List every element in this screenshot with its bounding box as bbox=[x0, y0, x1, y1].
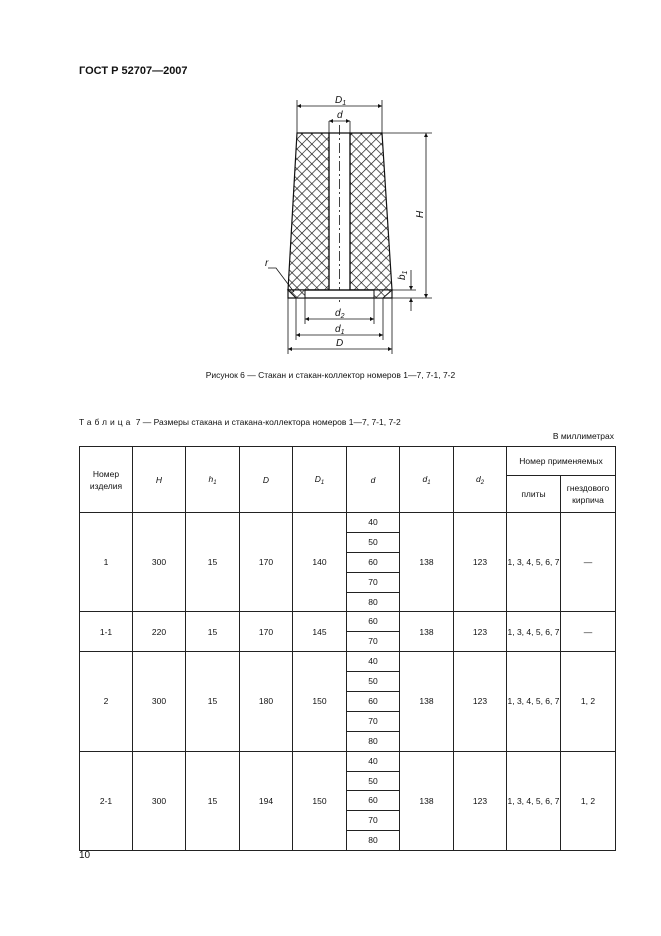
label-d: d bbox=[337, 110, 343, 121]
table-caption-text: 7 — Размеры стакана и стакана-коллектора номеров 1—7, 7-1, 7-2 bbox=[133, 417, 401, 427]
cell-d2: 123 bbox=[454, 652, 507, 751]
table-row bbox=[80, 751, 616, 850]
cell-item: 1 bbox=[80, 513, 133, 612]
header-d: d bbox=[347, 447, 400, 513]
table-row bbox=[80, 612, 616, 652]
d-value: 40 bbox=[347, 513, 399, 533]
label-d1: $d_1$ bbox=[335, 324, 345, 336]
d-value: 50 bbox=[347, 533, 399, 553]
table-row bbox=[80, 652, 616, 751]
cell-H: 300 bbox=[133, 652, 186, 751]
d-value: 80 bbox=[368, 596, 378, 607]
label-D: D bbox=[336, 338, 344, 349]
cell-D: 170 bbox=[240, 612, 293, 652]
dimensions-table bbox=[79, 446, 616, 851]
header-h1: $h_1$ bbox=[186, 447, 240, 513]
d-value: 40 bbox=[347, 652, 399, 672]
d-value: 50 bbox=[347, 772, 399, 792]
cell-D1: 150 bbox=[293, 652, 347, 751]
header-applied: Номер применяемых bbox=[507, 447, 616, 476]
cell-H: 300 bbox=[133, 751, 186, 850]
table-row bbox=[80, 513, 616, 612]
cell-d bbox=[347, 612, 400, 652]
d-value: 80 bbox=[368, 735, 378, 746]
d-value: 70 bbox=[347, 712, 399, 732]
d-value: 70 bbox=[347, 573, 399, 593]
header-H: H bbox=[133, 447, 186, 513]
cell-plates: 1, 3, 4, 5, 6, 7 bbox=[507, 612, 561, 652]
label-H: H bbox=[415, 210, 426, 218]
cell-brick: — bbox=[561, 513, 616, 612]
table-caption bbox=[79, 417, 401, 427]
cell-d2: 123 bbox=[454, 751, 507, 850]
cell-D: 180 bbox=[240, 652, 293, 751]
cell-item: 1-1 bbox=[80, 612, 133, 652]
cell-h1: 15 bbox=[186, 612, 240, 652]
header-d1: $d_1$ bbox=[400, 447, 454, 513]
d-value: 80 bbox=[368, 835, 378, 846]
cell-brick: 1, 2 bbox=[561, 652, 616, 751]
d-value: 60 bbox=[347, 612, 399, 632]
header-D1: $D_1$ bbox=[293, 447, 347, 513]
d-value: 60 bbox=[347, 791, 399, 811]
cell-brick: — bbox=[561, 612, 616, 652]
cell-D: 194 bbox=[240, 751, 293, 850]
cell-d bbox=[347, 513, 400, 612]
cell-d1: 138 bbox=[400, 612, 454, 652]
cell-H: 220 bbox=[133, 612, 186, 652]
cell-h1: 15 bbox=[186, 751, 240, 850]
d-value: 70 bbox=[347, 811, 399, 831]
document-header: ГОСТ Р 52707—2007 bbox=[79, 65, 188, 77]
d-value: 40 bbox=[347, 752, 399, 772]
cell-plates: 1, 3, 4, 5, 6, 7 bbox=[507, 513, 561, 612]
cell-D1: 145 bbox=[293, 612, 347, 652]
cell-d1: 138 bbox=[400, 652, 454, 751]
table-caption-prefix: Таблица bbox=[79, 417, 134, 427]
cell-item: 2 bbox=[80, 652, 133, 751]
cell-h1: 15 bbox=[186, 513, 240, 612]
figure-drawing bbox=[0, 0, 661, 365]
d-value: 60 bbox=[347, 553, 399, 573]
cell-H: 300 bbox=[133, 513, 186, 612]
label-r: r bbox=[265, 258, 269, 269]
header-brick: гнездового кирпича bbox=[561, 476, 616, 513]
glass-body bbox=[288, 125, 392, 305]
cell-item: 2-1 bbox=[80, 751, 133, 850]
d-value: 60 bbox=[347, 692, 399, 712]
header-D: D bbox=[240, 447, 293, 513]
cell-h1: 15 bbox=[186, 652, 240, 751]
cell-d1: 138 bbox=[400, 751, 454, 850]
units-note: В миллиметрах bbox=[552, 431, 614, 441]
cell-D1: 150 bbox=[293, 751, 347, 850]
cell-d2: 123 bbox=[454, 612, 507, 652]
header-d2: $d_2$ bbox=[454, 447, 507, 513]
d-value: 50 bbox=[347, 672, 399, 692]
cell-D1: 140 bbox=[293, 513, 347, 612]
label-D1: $D_1$ bbox=[335, 95, 347, 107]
header-plates: плиты bbox=[507, 476, 561, 513]
cell-plates: 1, 3, 4, 5, 6, 7 bbox=[507, 751, 561, 850]
cell-d1: 138 bbox=[400, 513, 454, 612]
cell-d2: 123 bbox=[454, 513, 507, 612]
label-b1: $b_1$ bbox=[397, 270, 409, 280]
cell-brick: 1, 2 bbox=[561, 751, 616, 850]
page-number: 10 bbox=[79, 850, 91, 861]
d-value: 70 bbox=[368, 636, 378, 647]
figure-caption: Рисунок 6 — Стакан и стакан-коллектор номеров 1—7, 7-1, 7-2 bbox=[205, 370, 456, 380]
cell-plates: 1, 3, 4, 5, 6, 7 bbox=[507, 652, 561, 751]
header-item: Номер изделия bbox=[80, 447, 133, 513]
cell-D: 170 bbox=[240, 513, 293, 612]
cell-d bbox=[347, 652, 400, 751]
label-d2: $d_2$ bbox=[335, 308, 345, 320]
cell-d bbox=[347, 751, 400, 850]
